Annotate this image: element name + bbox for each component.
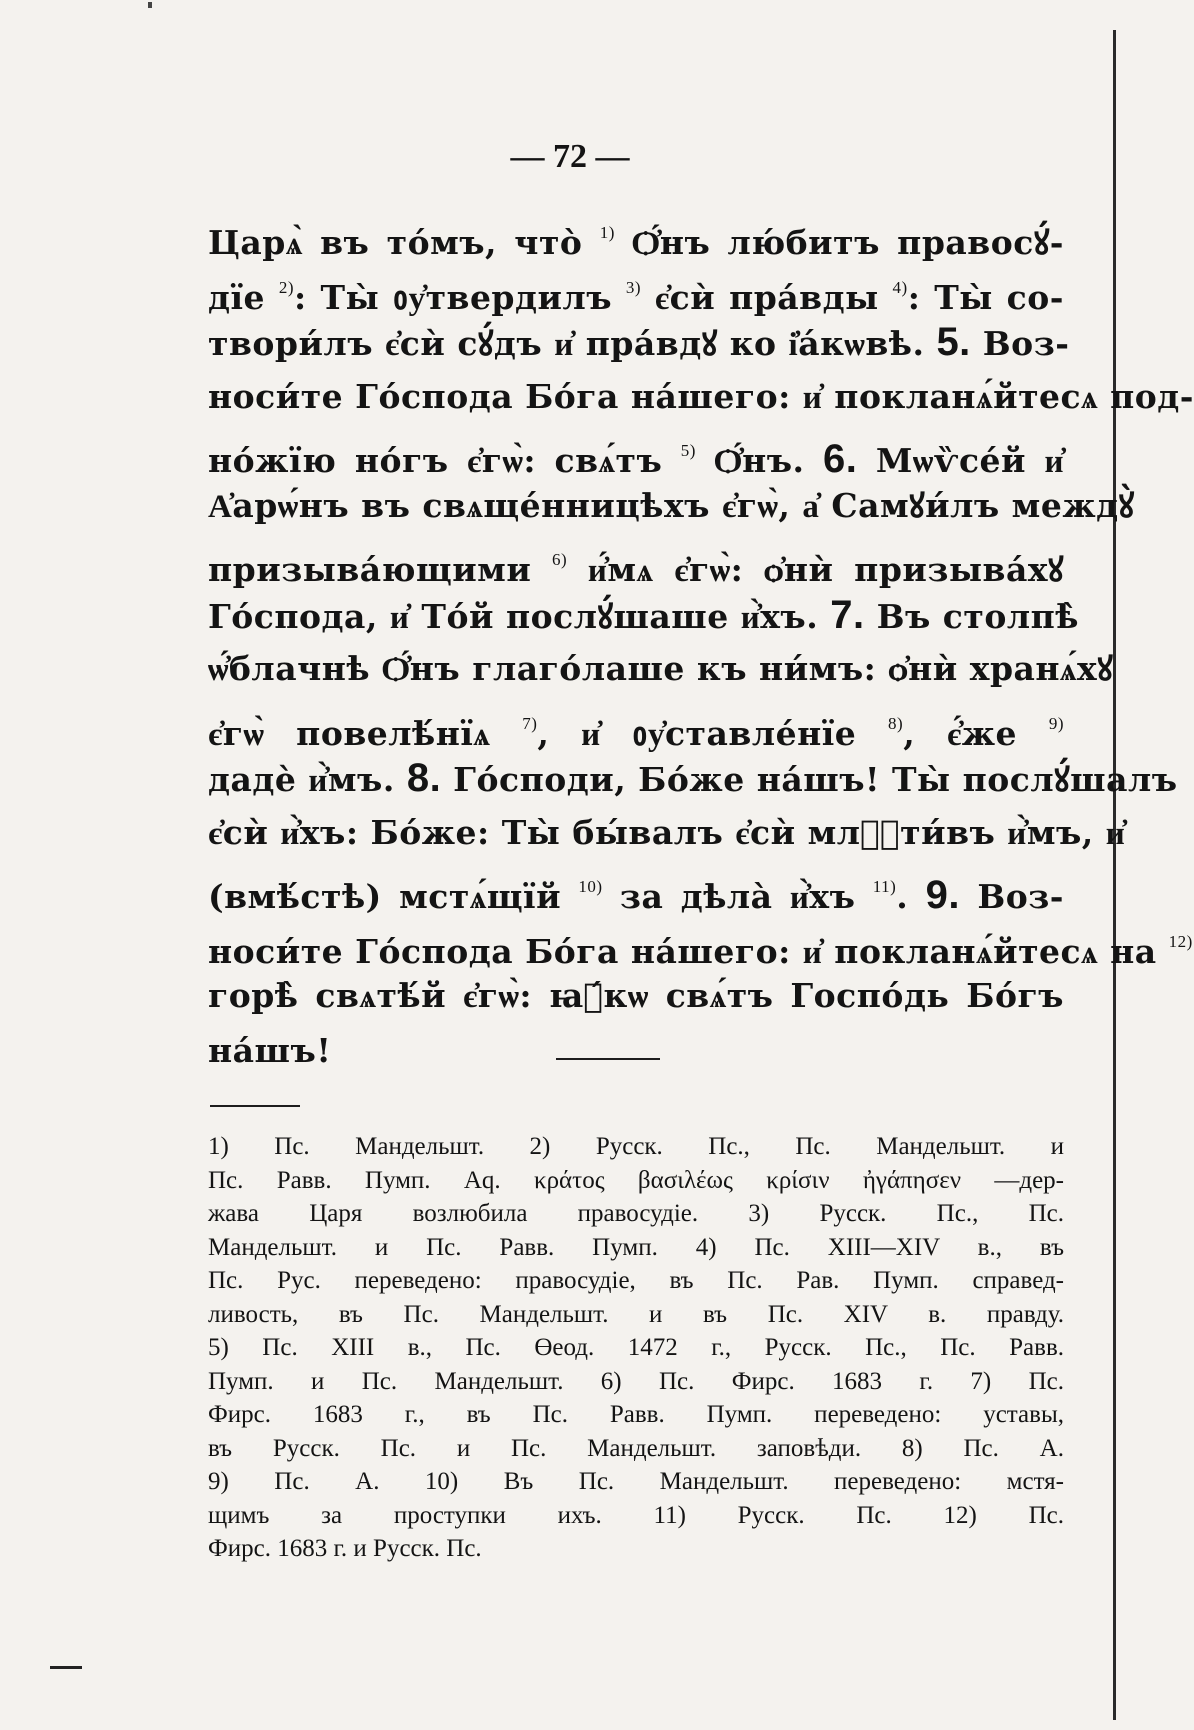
page-edge-line — [1113, 30, 1116, 1720]
text-line — [208, 697, 1064, 752]
text-line — [208, 588, 1079, 643]
text-run: носи́те Го́спода Бо́га на́шего: и҆ покланѧ́йтесѧ под- — [208, 376, 1194, 416]
footnote-line: щимъ за проступки ихъ. 11) Русск. Пс. 12) Пс. — [208, 1501, 1064, 1529]
text-line — [208, 479, 1135, 534]
verse-number: 7. — [830, 592, 865, 637]
psalm-text — [208, 206, 1194, 1078]
text-run: Въ столпѣ̀ — [864, 596, 1079, 636]
text-run: Воз- — [959, 877, 1064, 916]
text-run: за дѣла̀ и҆̀хъ — [602, 877, 873, 916]
text-run: , и҆ ᲂу҆ставле́нїе — [537, 713, 889, 753]
corner-mark — [148, 2, 152, 8]
text-run: дадѐ и҆̀мъ. — [208, 760, 407, 799]
text-line — [208, 806, 1126, 861]
text-run: А҆арѡ́нъ въ свѧще́нницѣхъ є҆гѡ̀, а҆ Самꙋи́лъ междꙋ̀ — [208, 485, 1135, 525]
text-line — [208, 969, 1064, 1024]
footnote-ref: 9) — [1048, 713, 1064, 733]
footnote-ref: 6) — [552, 550, 568, 569]
text-line — [208, 533, 1064, 588]
text-run: Ѻ҆́нъ лю́битъ правосꙋ́- — [614, 223, 1064, 262]
text-run: твори́лъ є҆сѝ сꙋ́дъ и҆ пра́вдꙋ ко і҆а́кѡвѣ. — [208, 324, 937, 363]
text-line — [208, 315, 1070, 370]
footnote-ref: 5) — [680, 441, 696, 460]
text-run: но́жїю но́гъ є҆гѡ̀: свѧ́тъ — [208, 441, 681, 480]
text-line — [208, 370, 1194, 425]
text-run: призыва́ющими — [208, 550, 553, 589]
text-line — [208, 751, 1178, 806]
verse-number: 6. — [823, 437, 858, 481]
footnotes — [208, 1130, 1064, 1566]
text-run: є҆сѝ и҆̀хъ: Бо́же: Ты̀ бы́валъ є҆сѝ млⷭ҇ти́въ и҆̀мъ, и҆ — [208, 812, 1126, 852]
text-run: Ѻ҆́нъ. — [695, 441, 823, 480]
footnote-line: ливость, въ Пс. Мандельшт. и въ Пс. XIV в. правду. — [208, 1300, 1064, 1328]
text-run: горѣ̀ свѧтѣ́й є҆гѡ̀: ꙗ҆́кѡ свѧ́тъ Госпо́дь Бо́гъ — [208, 976, 1064, 1015]
footnote-ref: 12) — [1168, 931, 1193, 951]
verse-number: 8. — [406, 756, 442, 800]
text-line — [208, 1024, 1064, 1079]
footnote-line: 9) Пс. А. 10) Въ Пс. Мандельшт. переведено: мстя- — [208, 1468, 1064, 1495]
text-line — [208, 424, 1064, 479]
footnote-ref: 3) — [625, 277, 642, 297]
footnote-ref: 8) — [888, 713, 904, 733]
text-run: : Ты̀ ᲂу҆твердилъ — [294, 277, 626, 317]
text-run: Мѡѷсе́й и҆ — [857, 441, 1064, 480]
verse-number: 5. — [936, 320, 971, 364]
footnote-ref: 7) — [522, 713, 538, 733]
footnote-line: жава Царя возлюбила правосудіе. 3) Русск. Пс., Пс. — [208, 1200, 1064, 1227]
text-run: є҆гѡ̀ повелѣ́нїѧ — [208, 713, 523, 753]
footnote-ref: 10) — [578, 877, 603, 896]
text-run: є҆сѝ пра́вды — [641, 277, 893, 317]
footnote-line: Пс. Рус. переведено: правосудіе, въ Пс. Рав. Пумп. справед- — [208, 1267, 1064, 1294]
text-run: Го́спода, и҆ То́й послꙋ́шаше и҆̀хъ. — [208, 596, 831, 636]
footnote-separator — [210, 1105, 300, 1107]
footnote-line: Мандельшт. и Пс. Равв. Пумп. 4) Пс. XIII—XIV в., въ — [208, 1233, 1064, 1261]
text-run: , є҆́же — [903, 713, 1049, 753]
footnote-line: Фирс. 1683 г. и Русск. Пс. — [208, 1535, 482, 1562]
verse-number: 9. — [925, 873, 960, 917]
page-number: — 72 — — [510, 138, 630, 175]
footnote-line: Пс. Равв. Пумп. Aq. κράτος βασιλέως κρίσιν ἠγάπησεν —дер- — [208, 1166, 1064, 1194]
text-run: и҆́мѧ є҆гѡ̀: ѻ҆нѝ призыва́хꙋ — [567, 550, 1064, 589]
text-line — [208, 206, 1064, 261]
text-line — [208, 642, 1114, 697]
text-run: ѡ҆́блачнѣ Ѻ҆́нъ глаго́лаше къ ни́мъ: ѻ҆нѝ хранѧ́хꙋ — [208, 649, 1114, 688]
text-line — [208, 261, 1064, 316]
text-line — [208, 860, 1064, 915]
text-run: дїе — [208, 277, 279, 317]
margin-mark — [50, 1666, 82, 1669]
footnote-line: Фирс. 1683 г., въ Пс. Равв. Пумп. переведено: уставы, — [208, 1401, 1064, 1428]
text-run: носи́те Го́спода Бо́га на́шего: и҆ покланѧ́йтесѧ на — [208, 931, 1169, 971]
text-run: Го́споди, Бо́же на́шъ! Ты̀ послꙋ́шалъ — [441, 760, 1178, 799]
text-run: : Ты̀ со- — [907, 277, 1064, 317]
text-run: . — [896, 877, 926, 916]
footnote-ref: 1) — [599, 223, 615, 242]
text-line — [208, 915, 1193, 971]
footnote-line: 1) Пс. Мандельшт. 2) Русск. Пс., Пс. Мандельшт. и — [208, 1133, 1064, 1160]
text-run: (вмѣ́стѣ) мстѧ́щїй — [208, 877, 579, 916]
text-run: на́шъ! — [208, 1030, 332, 1070]
footnote-ref: 4) — [892, 277, 908, 297]
text-run: Царѧ̀ въ то́мъ, что̀ — [208, 223, 600, 262]
footnote-line: въ Русск. Пс. и Пс. Мандельшт. заповѣди. 8) Пс. А. — [208, 1434, 1064, 1462]
footnote-ref: 2) — [278, 277, 295, 297]
text-end-rule — [556, 1058, 660, 1060]
footnote-line: Пумп. и Пс. Мандельшт. 6) Пс. Фирс. 1683 г. 7) Пс. — [208, 1367, 1064, 1395]
footnote-ref: 11) — [872, 877, 897, 896]
footnote-line: 5) Пс. XIII в., Пс. Өеод. 1472 г., Русск. Пс., Пс. Равв. — [208, 1334, 1064, 1361]
text-run: Воз- — [970, 324, 1070, 363]
